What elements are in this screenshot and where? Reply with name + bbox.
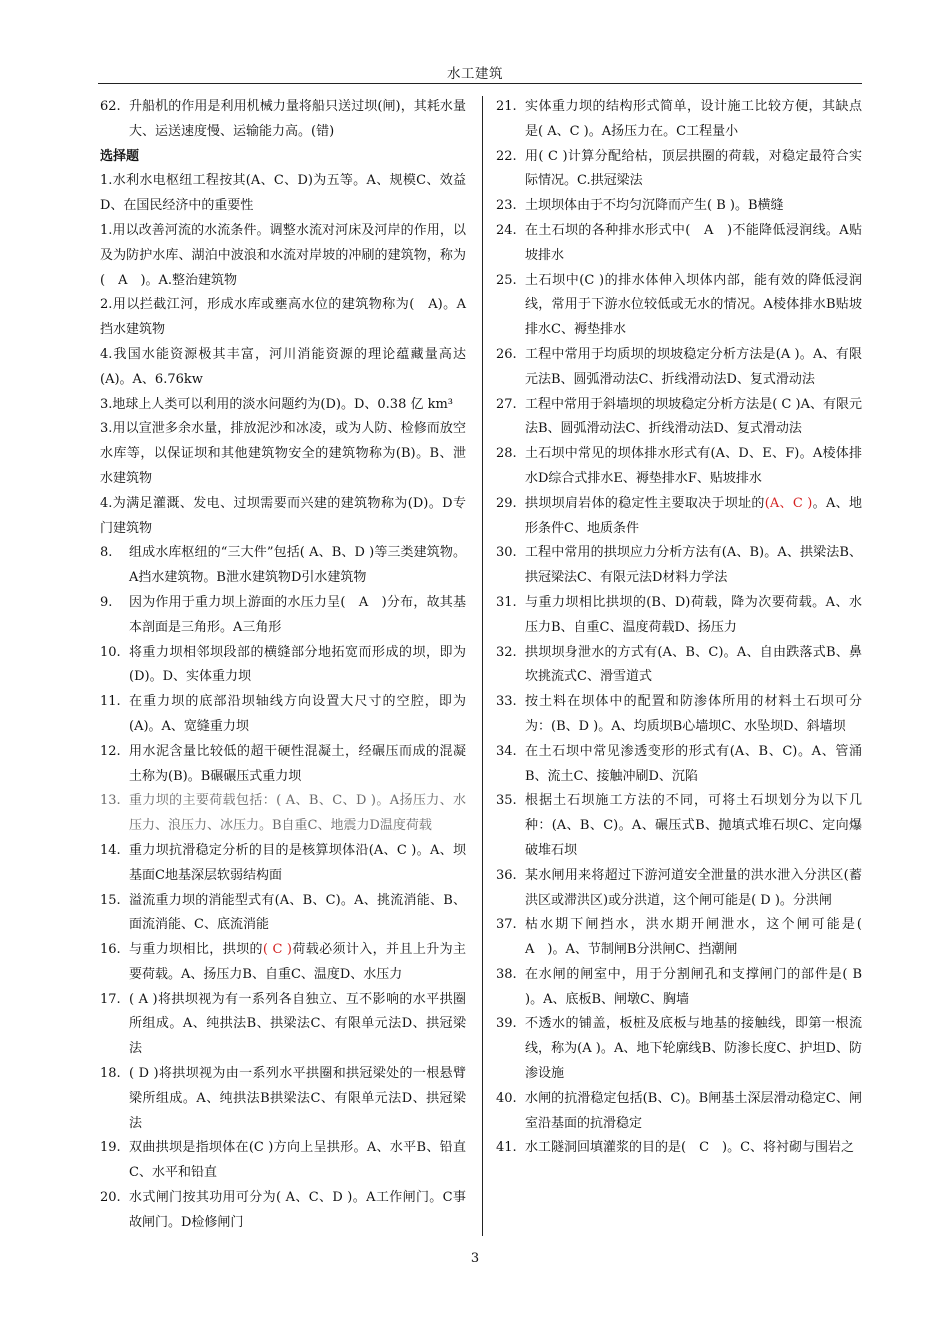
item-number: 15. bbox=[100, 892, 121, 908]
item-text-post: 荷载必须计入，并且上升为主要荷载。A、扬压力B、自重C、温度D、水压力 bbox=[129, 942, 466, 982]
item-number: 30. bbox=[496, 545, 517, 561]
list-item bbox=[100, 740, 466, 790]
list-item bbox=[100, 690, 466, 740]
item-text: 将重力坝相邻坝段部的横缝部分地拓宽而形成的坝，即为(D)。D、实体重力坝 bbox=[129, 644, 466, 685]
list-item bbox=[496, 194, 862, 219]
item-number: 34. bbox=[496, 743, 517, 759]
item-text: 双曲拱坝是指坝体在(C )方向上呈拱形。A、水平B、铅直C、水平和铅直 bbox=[129, 1140, 466, 1181]
item-text: 水工隧洞回填灌浆的目的是( C )。C、将衬砌与围岩之 bbox=[525, 1140, 855, 1156]
item-text: ( A )将拱坝视为有一系列各自独立、互不影响的水平拱圈所组成。A、纯拱法B、拱梁法C、有限单元法D、拱冠梁法 bbox=[129, 991, 466, 1057]
list-item bbox=[100, 641, 466, 691]
item-number: 11. bbox=[100, 694, 121, 710]
item-text: 重力坝抗滑稳定分析的目的是核算坝体沿(A、C )。A、坝基面C地基深层软弱结构面 bbox=[129, 842, 466, 883]
item-number: 62. bbox=[100, 99, 121, 114]
list-item bbox=[496, 95, 862, 145]
item-number: 40. bbox=[496, 1090, 517, 1106]
list-item bbox=[496, 393, 862, 443]
list-item bbox=[496, 269, 862, 343]
section-heading: 选择题 bbox=[100, 148, 140, 164]
question-paragraph: 3.用以宣泄多余水量，排放泥沙和冰凌，或为人防、检修而放空水库等，以保证坝和其他建筑物安全的建筑物称为(B)。B、泄水建筑物 bbox=[100, 421, 466, 486]
item-text-pre: 拱坝坝肩岩体的稳定性主要取决于坝址的 bbox=[525, 495, 765, 511]
item-text: 组成水库枢纽的“三大件”包括( A、B、D )等三类建筑物。A挡水建筑物。B泄水建筑物D引水建筑物 bbox=[129, 545, 466, 586]
item-text: 在土石坝的各种排水形式中( A )不能降低浸润线。A贴坡排水 bbox=[525, 222, 862, 263]
item-number: 33. bbox=[496, 694, 517, 710]
item-number: 17. bbox=[100, 991, 121, 1007]
list-item bbox=[100, 591, 466, 641]
item-number: 32. bbox=[496, 644, 517, 660]
page-header-title: 水工建筑 bbox=[447, 66, 503, 82]
item-text: 拱坝坝身泄水的方式有(A、B、C)。A、自由跌落式B、鼻坎挑流式C、滑雪道式 bbox=[525, 644, 862, 685]
list-item bbox=[100, 1062, 466, 1136]
item-number: 36. bbox=[496, 867, 517, 883]
list-item bbox=[496, 789, 862, 863]
question-paragraph: 2.用以拦截江河，形成水库或壅高水位的建筑物称为( A)。A挡水建筑物 bbox=[100, 297, 466, 338]
list-item bbox=[496, 963, 862, 1013]
list-item bbox=[100, 789, 466, 839]
item-text: 在土石坝中常见渗透变形的形式有(A、B、C)。A、管涌B、流土C、接触冲刷D、沉陷 bbox=[525, 743, 862, 784]
list-item bbox=[496, 864, 862, 914]
item-number: 12. bbox=[100, 743, 121, 759]
item-text: ( D )将拱坝视为由一系列水平拱圈和拱冠梁处的一根悬臂梁所组成。A、纯拱法B拱梁法C、有限单元法D、拱冠梁法 bbox=[129, 1066, 466, 1131]
item-number: 41. bbox=[496, 1140, 517, 1156]
item-text: 在重力坝的底部沿坝轴线方向设置大尺寸的空腔，即为(A)。A、宽缝重力坝 bbox=[129, 694, 466, 734]
page-number: 3 bbox=[470, 1251, 480, 1266]
item-number: 13. bbox=[100, 793, 121, 809]
item-number: 8. bbox=[100, 545, 113, 561]
item-number: 29. bbox=[496, 495, 517, 511]
item-number: 9. bbox=[100, 594, 113, 610]
item-text: 某水闸用来将超过下游河道安全泄量的洪水泄入分洪区(蓄洪区或滞洪区)或分洪道，这个闸可能是( D )。分洪闸 bbox=[525, 867, 862, 908]
item-text: 升船机的作用是利用机械力量将船只送过坝(闸)，其耗水量大、运送速度慢、运输能力高。(错) bbox=[129, 99, 466, 139]
item-number: 25. bbox=[496, 272, 517, 288]
list-item bbox=[496, 442, 862, 492]
item-number: 39. bbox=[496, 1016, 517, 1032]
question-paragraph: 4.我国水能资源极其丰富，河川消能资源的理论蕴藏量高达(A)。A、6.76kw bbox=[100, 346, 466, 387]
left-column bbox=[100, 95, 466, 1236]
list-item bbox=[496, 913, 876, 963]
item-text: 用水泥含量比较低的超干硬性混凝土，经碾压而成的混凝土称为(B)。B碾碾压式重力坝 bbox=[129, 743, 466, 784]
item-text: 用( C )计算分配给枯，顶层拱圈的荷载，对稳定最符合实际情况。C.拱冠梁法 bbox=[525, 148, 862, 189]
item-text-pre: 与重力坝相比，拱坝的 bbox=[129, 942, 263, 958]
item-number: 31. bbox=[496, 594, 517, 610]
item-number: 23. bbox=[496, 198, 517, 214]
question-paragraph: 3.地球上人类可以利用的淡水问题约为(D)。D、0.38 亿 km³ bbox=[100, 396, 454, 412]
item-number: 10. bbox=[100, 644, 121, 660]
item-text: 水闸的抗滑稳定包括(B、C)。B闸基土深层滑动稳定C、闸室沿基面的抗滑稳定 bbox=[525, 1090, 862, 1131]
highlighted-answer: ( C ) bbox=[262, 942, 292, 958]
item-text: 水式闸门按其功用可分为( A、C、D )。A工作闸门。C事故闸门。D检修闸门 bbox=[129, 1190, 466, 1230]
item-text: 根据土石坝施工方法的不同，可将土石坝划分为以下几种：(A、B、C)。A、碾压式B、抛填式堆石坝C、定向爆破堆石坝 bbox=[525, 793, 862, 858]
right-column bbox=[496, 95, 876, 1161]
item-text: 枯水期下闸挡水，洪水期开闸泄水，这个闸可能是( A )。A、节制闸B分洪闸C、挡潮闸 bbox=[525, 917, 876, 958]
item-number: 28. bbox=[496, 446, 517, 462]
item-text: 工程中常用的拱坝应力分析方法有(A、B)。A、拱梁法B、拱冠梁法C、有限元法D材料力学法 bbox=[525, 545, 862, 586]
list-item bbox=[496, 541, 862, 591]
column-divider bbox=[482, 96, 483, 1236]
item-text: 实体重力坝的结构形式简单，设计施工比较方便，其缺点是( A、C )。A扬压力在。C工程量小 bbox=[525, 99, 862, 139]
list-item bbox=[496, 1087, 862, 1137]
list-item bbox=[496, 641, 862, 691]
list-item bbox=[496, 740, 862, 790]
item-number: 27. bbox=[496, 396, 517, 412]
item-text: 工程中常用于斜墙坝的坝坡稳定分析方法是( C )A、有限元法B、圆弧滑动法C、折线滑动法D、复式滑动法 bbox=[525, 396, 862, 437]
list-item bbox=[496, 145, 862, 195]
list-item bbox=[100, 839, 466, 889]
list-item bbox=[496, 690, 862, 740]
item-number: 37. bbox=[496, 917, 517, 933]
list-item bbox=[100, 541, 466, 591]
list-item bbox=[100, 938, 466, 988]
item-number: 14. bbox=[100, 842, 121, 858]
header-rule bbox=[98, 83, 862, 84]
item-number: 19. bbox=[100, 1140, 121, 1156]
item-number: 18. bbox=[100, 1066, 121, 1082]
item-number: 38. bbox=[496, 966, 517, 982]
item-text: 不透水的铺盖，板桩及底板与地基的接触线，即第一根流线，称为(A )。A、地下轮廓线B、防渗长度C、护坦D、防渗设施 bbox=[525, 1016, 862, 1082]
item-number: 21. bbox=[496, 99, 517, 114]
list-item bbox=[496, 591, 862, 641]
list-item bbox=[100, 988, 466, 1062]
item-text: 土石坝中(C )的排水体伸入坝体内部，能有效的降低浸润线，常用于下游水位较低或无水的情况。A棱体排水B贴坡排水C、褥垫排水 bbox=[525, 272, 862, 338]
list-item bbox=[496, 343, 862, 393]
list-item bbox=[496, 219, 862, 269]
item-text: 与重力坝相比拱坝的(B、D)荷载，降为次要荷载。A、水压力B、自重C、温度荷载D、扬压力 bbox=[525, 594, 862, 635]
question-paragraph: 1.用以改善河流的水流条件。调整水流对河床及河岸的作用，以及为防护水库、湖泊中波浪和水流对岸坡的冲刷的建筑物，称为( A )。A.整治建筑物 bbox=[100, 222, 466, 288]
item-text: 土石坝中常见的坝体排水形式有(A、D、E、F)。A棱体排水D综合式排水E、褥垫排水F、贴坡排水 bbox=[525, 446, 862, 486]
question-paragraph: 4.为满足灌溉、发电、过坝需要而兴建的建筑物称为(D)。D专门建筑物 bbox=[100, 495, 466, 536]
list-item bbox=[496, 1012, 862, 1086]
item-text: 按土料在坝体中的配置和防渗体所用的材料土石坝可分为：(B、D )。A、均质坝B心墙坝C、水坠坝D、斜墙坝 bbox=[525, 694, 862, 734]
item-number: 16. bbox=[100, 942, 121, 958]
item-number: 22. bbox=[496, 148, 517, 164]
item-text: 土坝坝体由于不均匀沉降而产生( B )。B横缝 bbox=[525, 198, 784, 214]
item-number: 24. bbox=[496, 222, 517, 238]
item-number: 20. bbox=[100, 1190, 121, 1206]
list-item bbox=[496, 1136, 862, 1161]
list-item bbox=[496, 492, 862, 542]
item-text: 在水闸的闸室中，用于分割闸孔和支撑闸门的部件是( B )。A、底板B、闸墩C、胸墙 bbox=[525, 966, 862, 1007]
item-text: 重力坝的主要荷载包括：( A、B、C、D )。A扬压力、水压力、浪压力、冰压力。B自重C、地震力D温度荷载 bbox=[129, 793, 466, 834]
item-text-post: 。A、地形条件C、地质条件 bbox=[525, 495, 862, 536]
list-item bbox=[100, 889, 466, 939]
question-paragraph: 1.水利水电枢纽工程按其(A、C、D)为五等。A、规模C、效益D、在国民经济中的重要性 bbox=[100, 173, 466, 214]
item-text: 因为作用于重力坝上游面的水压力呈( A )分布，故其基本剖面是三角形。A三角形 bbox=[129, 594, 466, 635]
highlighted-answer: (A、C ) bbox=[764, 495, 813, 511]
item-number: 26. bbox=[496, 346, 517, 362]
list-item bbox=[100, 1186, 466, 1236]
item-text: 工程中常用于均质坝的坝坡稳定分析方法是(A )。A、有限元法B、圆弧滑动法C、折线滑动法D、复式滑动法 bbox=[525, 346, 862, 387]
item-text: 溢流重力坝的消能型式有(A、B、C)。A、挑流消能、B、面流消能、C、底流消能 bbox=[129, 892, 466, 933]
item-number: 35. bbox=[496, 793, 517, 809]
list-item bbox=[100, 95, 466, 145]
list-item bbox=[100, 1136, 466, 1186]
